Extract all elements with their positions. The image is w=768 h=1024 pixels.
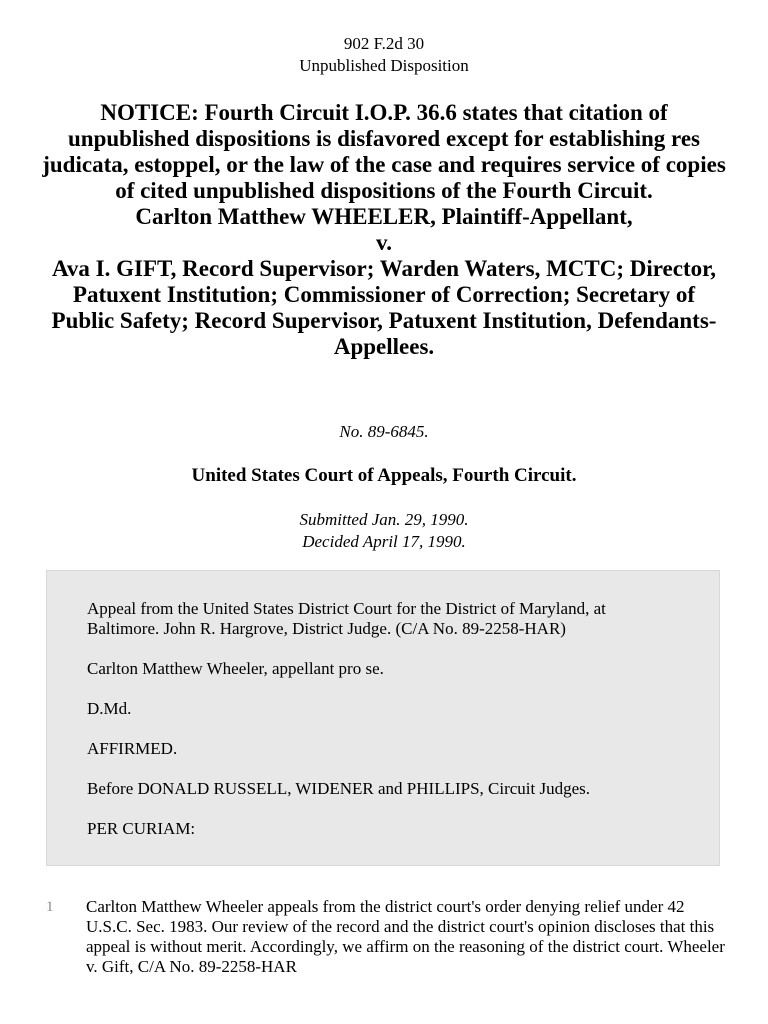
plaintiff-name: Carlton Matthew WHEELER, Plaintiff-Appellant,: [135, 204, 633, 229]
case-summary-box: [46, 570, 720, 866]
defendants-names: Ava I. GIFT, Record Supervisor; Warden Waters, MCTC; Director, Patuxent Institution; Commissioner of Correction; Secretary of Public Safety; Record Supervisor, Patuxent Institution, Defendants-Appellees.: [51, 256, 717, 359]
citation-header: [0, 33, 768, 77]
disposition-type: Unpublished Disposition: [299, 56, 469, 75]
judges-panel: Before DONALD RUSSELL, WIDENER and PHILLIPS, Circuit Judges.: [87, 779, 591, 798]
district-abbrev: D.Md.: [87, 699, 132, 718]
appeal-info: Appeal from the United States District Court for the District of Maryland, at Baltimore. John R. Hargrove, District Judge. (C/A No. 89-2258-HAR): [87, 599, 606, 638]
paragraph-text: Carlton Matthew Wheeler appeals from the district court's order denying relief under 42 U.S.C. Sec. 1983. Our review of the record and the district court's opinion discloses that this appeal is without merit. Accordingly, we affirm on the reasoning of the district court. Wheeler v. Gift, C/A No. 89-2258-HAR: [86, 897, 725, 976]
disposition-result: AFFIRMED.: [87, 739, 178, 758]
paragraph-number: 1: [46, 899, 54, 915]
docket-number: No. 89-6845.: [339, 422, 429, 441]
per-curiam-label: PER CURIAM:: [87, 819, 196, 838]
court-name: United States Court of Appeals, Fourth Circuit.: [191, 465, 577, 486]
case-dates: [0, 509, 768, 553]
reporter-citation: 902 F.2d 30: [343, 34, 425, 53]
counsel-info: Carlton Matthew Wheeler, appellant pro se.: [87, 659, 384, 678]
case-caption: [40, 100, 728, 360]
opinion-paragraph: [46, 897, 726, 977]
decided-date: Decided April 17, 1990.: [302, 532, 466, 551]
versus: v.: [376, 230, 392, 255]
submitted-date: Submitted Jan. 29, 1990.: [299, 510, 469, 529]
notice-text: NOTICE: Fourth Circuit I.O.P. 36.6 states that citation of unpublished dispositions is disfavored except for establishing res judicata, estoppel, or the law of the case and requires service of copies of cited unpublished dispositions of the Fourth Circuit.: [42, 100, 726, 203]
